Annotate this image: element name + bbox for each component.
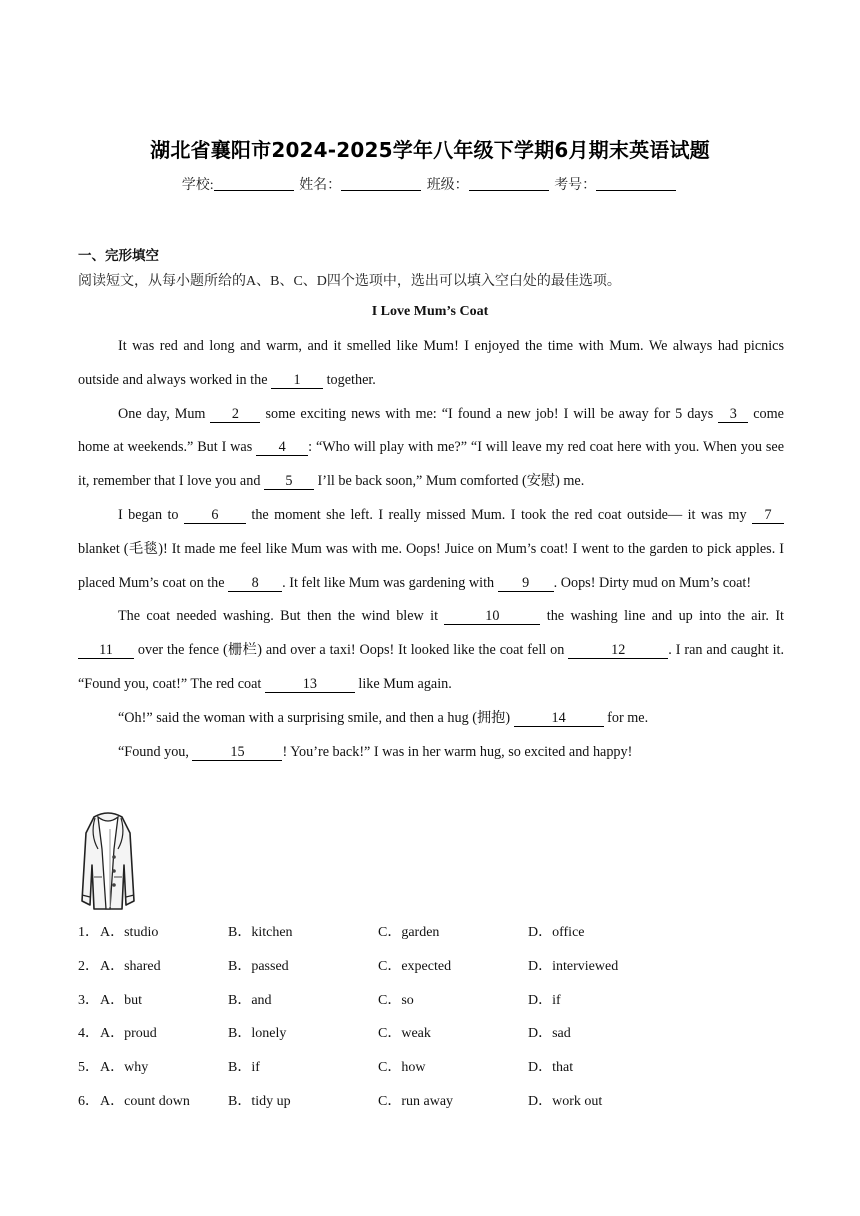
option-a[interactable]: A．proud — [100, 1026, 157, 1042]
exam-title: 湖北省襄阳市2024-2025学年八年级下学期6月期末英语试题 — [150, 138, 710, 162]
option-a[interactable]: A．but — [100, 992, 142, 1008]
passage — [78, 330, 784, 769]
class-label: 班级： — [426, 178, 469, 193]
option-c[interactable]: C．so — [378, 992, 414, 1008]
blank-6: 6 — [184, 507, 246, 524]
blank-11: 11 — [78, 642, 134, 659]
option-b[interactable]: B．lonely — [228, 1026, 287, 1042]
option-c[interactable]: C．weak — [378, 1026, 431, 1042]
blank-12: 12 — [568, 642, 668, 659]
option-d[interactable]: D．interviewed — [528, 958, 619, 974]
coat-illustration — [80, 805, 136, 913]
blank-1: 1 — [271, 372, 323, 389]
option-a[interactable]: A．studio — [100, 925, 159, 940]
class-blank[interactable] — [469, 176, 549, 191]
option-d[interactable]: D．that — [528, 1060, 574, 1076]
blank-15: 15 — [192, 744, 282, 761]
option-b[interactable]: B．tidy up — [228, 1093, 291, 1109]
question-row: 2． A．shared B．passed C．expected D．interviewed — [78, 952, 784, 986]
option-a[interactable]: A．why — [100, 1060, 149, 1076]
question-row: 4． A．proud B．lonely C．weak D．sad — [78, 1019, 784, 1053]
question-row: 1． A．studio B．kitchen C．garden D．office — [78, 918, 784, 952]
passage-title: I Love Mum’s Coat — [371, 304, 489, 319]
option-c[interactable]: C．how — [378, 1060, 426, 1076]
option-a[interactable]: A．shared — [100, 958, 161, 974]
blank-10: 10 — [444, 608, 540, 625]
exam-no-label: 考号： — [554, 178, 597, 193]
paragraph-3: I began to 6 the moment she left. I really missed Mum. I took the red coat outside— it was my 7 blanket (毛毯)! It made me feel like Mum was with me. Oops! Juice on Mum’s coat! I went to the garden to pick apples. I placed Mum’s coat on the 8 . It felt like Mum was gardening with 9 . Oops! Dirty mud on Mum’s coat! — [78, 506, 784, 591]
question-row: 6． A．count down B．tidy up C．run away D．work out — [78, 1087, 784, 1121]
school-label: 学校: — [181, 178, 214, 193]
student-info-line — [0, 174, 860, 194]
option-d[interactable]: D．sad — [528, 1026, 571, 1042]
option-c[interactable]: C．garden — [378, 925, 440, 940]
section-instructions: 阅读短文，从每小题所给的A、B、C、D四个选项中，选出可以填入空白处的最佳选项。 — [78, 274, 621, 289]
blank-13: 13 — [265, 676, 355, 693]
name-label: 姓名： — [299, 178, 342, 193]
blank-5: 5 — [264, 473, 314, 490]
blank-8: 8 — [228, 575, 282, 592]
paragraph-1: It was red and long and warm, and it smelled like Mum! I enjoyed the time with Mum. We always had picnics outside and always worked in the 1 together. — [78, 338, 784, 388]
blank-14: 14 — [514, 710, 604, 727]
option-d[interactable]: D．work out — [528, 1093, 603, 1109]
option-a[interactable]: A．count down — [100, 1093, 190, 1109]
school-blank[interactable] — [214, 176, 294, 191]
question-options — [78, 918, 784, 1121]
exam-no-blank[interactable] — [596, 176, 676, 191]
blank-4: 4 — [256, 439, 308, 456]
blank-3: 3 — [718, 406, 748, 423]
option-b[interactable]: B．kitchen — [228, 925, 293, 940]
option-b[interactable]: B．passed — [228, 958, 289, 974]
paragraph-5: “Oh!” said the woman with a surprising smile, and then a hug (拥抱) 14 for me. — [118, 709, 649, 726]
paragraph-2: One day, Mum 2 some exciting news with me: “I found a new job! I will be away for 5 days 3 come home at weekends.” But I was 4 : “Who will play with me?” “I will leave my red coat here with you. When you see it, remember that I love you and 5 I’ll be back soon,” Mum comforted (安慰) me. — [78, 405, 784, 490]
section-title: 一、完形填空 — [78, 248, 159, 264]
option-c[interactable]: C．run away — [378, 1093, 454, 1109]
paragraph-6: “Found you, 15 ! You’re back!” I was in her warm hug, so excited and happy! — [118, 743, 633, 760]
blank-2: 2 — [210, 406, 260, 423]
option-c[interactable]: C．expected — [378, 958, 452, 974]
name-blank[interactable] — [341, 176, 421, 191]
option-b[interactable]: B．if — [228, 1060, 260, 1076]
option-d[interactable]: D．if — [528, 992, 561, 1008]
paragraph-4: The coat needed washing. But then the wind blew it 10 the washing line and up into the air. It 11 over the fence (栅栏) and over a taxi! Oops! It looked like the coat fell on 12 . I ran and caught it. “Found you, coat!” The red coat 13 like Mum again. — [78, 608, 785, 692]
blank-7: 7 — [752, 507, 784, 524]
question-row: 5． A．why B．if C．how D．that — [78, 1053, 784, 1087]
option-b[interactable]: B．and — [228, 992, 272, 1008]
option-d[interactable]: D．office — [528, 925, 585, 940]
question-row: 3． A．but B．and C．so D．if — [78, 986, 784, 1020]
blank-9: 9 — [498, 575, 554, 592]
